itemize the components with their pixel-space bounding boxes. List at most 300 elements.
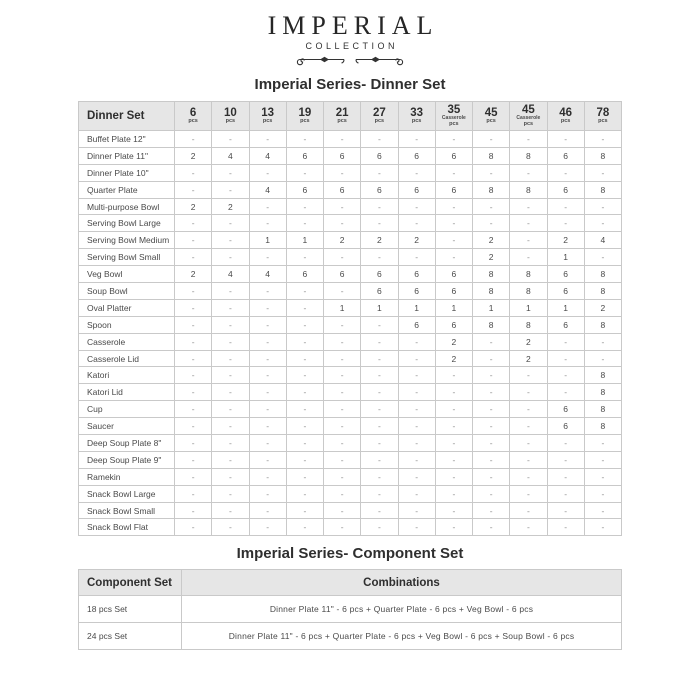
item-name: Oval Platter xyxy=(79,299,175,316)
item-count: - xyxy=(212,401,249,418)
brand-subtitle: COLLECTION xyxy=(305,41,398,51)
dinner-table-body xyxy=(79,131,622,536)
item-count: - xyxy=(584,333,621,350)
dinner-column-header xyxy=(435,102,472,131)
item-count: 2 xyxy=(510,350,547,367)
item-count: - xyxy=(398,519,435,536)
dinner-column-header xyxy=(361,102,398,131)
item-count: - xyxy=(547,502,584,519)
item-count: 1 xyxy=(547,299,584,316)
item-count: 2 xyxy=(547,232,584,249)
item-count: - xyxy=(175,519,212,536)
column-unit: pcs xyxy=(486,118,496,124)
item-count: - xyxy=(249,367,286,384)
column-count: 19 xyxy=(298,107,312,119)
item-count: 6 xyxy=(547,181,584,198)
item-name: Deep Soup Plate 8" xyxy=(79,435,175,452)
dinner-column-header xyxy=(584,102,621,131)
item-count: 4 xyxy=(584,232,621,249)
item-count: 4 xyxy=(249,147,286,164)
item-count: 6 xyxy=(435,181,472,198)
item-count: - xyxy=(584,249,621,266)
item-count: 6 xyxy=(398,266,435,283)
item-count: 2 xyxy=(473,232,510,249)
item-count: - xyxy=(324,401,361,418)
column-count: 6 xyxy=(189,107,197,119)
table-row xyxy=(79,249,622,266)
column-count: 35 xyxy=(447,104,461,116)
item-count: - xyxy=(324,418,361,435)
item-count: - xyxy=(547,198,584,215)
column-count: 78 xyxy=(596,107,610,119)
item-count: - xyxy=(249,519,286,536)
item-count: 4 xyxy=(212,147,249,164)
item-count: - xyxy=(473,468,510,485)
item-count: - xyxy=(435,164,472,181)
item-count: - xyxy=(249,215,286,232)
item-count: - xyxy=(398,435,435,452)
item-name: Snack Bowl Large xyxy=(79,485,175,502)
table-row xyxy=(79,333,622,350)
column-unit: pcs xyxy=(188,118,198,124)
column-count: 13 xyxy=(261,107,275,119)
item-count: - xyxy=(212,316,249,333)
column-note: Casserole xyxy=(441,115,466,121)
item-count: - xyxy=(286,451,323,468)
item-count: - xyxy=(473,350,510,367)
dinner-column-header xyxy=(510,102,547,131)
item-count: - xyxy=(473,384,510,401)
item-count: 1 xyxy=(435,299,472,316)
table-row xyxy=(79,350,622,367)
item-count: - xyxy=(324,485,361,502)
column-unit: pcs xyxy=(374,118,385,124)
item-count: - xyxy=(473,367,510,384)
item-count: - xyxy=(286,502,323,519)
item-count: - xyxy=(473,131,510,148)
item-count: 6 xyxy=(361,181,398,198)
item-count: - xyxy=(212,215,249,232)
item-count: 6 xyxy=(547,283,584,300)
table-row xyxy=(79,384,622,401)
item-count: - xyxy=(473,519,510,536)
item-count: - xyxy=(324,131,361,148)
item-count: - xyxy=(510,401,547,418)
item-count: - xyxy=(249,299,286,316)
item-count: - xyxy=(175,215,212,232)
item-count: 8 xyxy=(510,283,547,300)
item-count: 2 xyxy=(398,232,435,249)
dinner-column-header xyxy=(324,102,361,131)
item-name: Snack Bowl Small xyxy=(79,502,175,519)
column-note: Casserole xyxy=(516,115,541,121)
table-row xyxy=(79,215,622,232)
item-count: - xyxy=(249,164,286,181)
item-count: 2 xyxy=(324,232,361,249)
item-count: - xyxy=(361,468,398,485)
flourish-icon xyxy=(0,53,700,67)
item-count: - xyxy=(324,164,361,181)
component-set-header: Component Set xyxy=(79,570,182,596)
item-count: - xyxy=(584,435,621,452)
item-count: - xyxy=(286,283,323,300)
column-count: 33 xyxy=(410,107,424,119)
item-count: - xyxy=(510,451,547,468)
item-name: Deep Soup Plate 9" xyxy=(79,451,175,468)
column-count: 10 xyxy=(223,107,237,119)
item-count: - xyxy=(435,131,472,148)
item-count: - xyxy=(324,435,361,452)
item-count: - xyxy=(361,451,398,468)
item-count: - xyxy=(510,215,547,232)
item-count: - xyxy=(361,131,398,148)
item-count: - xyxy=(435,401,472,418)
item-count: 4 xyxy=(212,266,249,283)
item-count: - xyxy=(435,215,472,232)
dinner-set-header-label: Dinner Set xyxy=(79,102,175,131)
item-count: - xyxy=(398,451,435,468)
item-count: - xyxy=(286,418,323,435)
item-count: - xyxy=(212,418,249,435)
column-count: 45 xyxy=(521,104,535,116)
item-count: 2 xyxy=(435,350,472,367)
column-unit: pcs xyxy=(523,121,534,127)
item-count: - xyxy=(435,435,472,452)
item-count: - xyxy=(175,435,212,452)
item-count: 1 xyxy=(361,299,398,316)
item-count: - xyxy=(212,519,249,536)
item-count: - xyxy=(324,502,361,519)
item-count: 8 xyxy=(584,401,621,418)
item-count: - xyxy=(249,468,286,485)
item-count: 2 xyxy=(175,198,212,215)
item-count: - xyxy=(547,164,584,181)
item-count: - xyxy=(361,215,398,232)
item-count: - xyxy=(175,299,212,316)
item-count: - xyxy=(398,131,435,148)
column-count: 46 xyxy=(559,107,573,119)
item-count: 2 xyxy=(473,249,510,266)
item-count: - xyxy=(175,367,212,384)
item-count: - xyxy=(547,350,584,367)
column-unit: pcs xyxy=(560,118,571,124)
table-row xyxy=(79,485,622,502)
dinner-column-header xyxy=(398,102,435,131)
item-count: - xyxy=(212,502,249,519)
table-row xyxy=(79,198,622,215)
item-count: - xyxy=(435,232,472,249)
item-count: - xyxy=(175,131,212,148)
dinner-column-header xyxy=(249,102,286,131)
item-count: - xyxy=(212,384,249,401)
column-unit: pcs xyxy=(411,118,422,124)
item-count: - xyxy=(249,350,286,367)
item-count: - xyxy=(212,485,249,502)
item-count: 6 xyxy=(435,266,472,283)
dinner-set-table xyxy=(78,101,622,536)
item-count: 6 xyxy=(398,147,435,164)
item-count: - xyxy=(249,198,286,215)
item-count: 6 xyxy=(398,181,435,198)
column-unit: pcs xyxy=(300,118,310,124)
column-unit: pcs xyxy=(225,118,236,124)
item-count: - xyxy=(473,435,510,452)
item-count: 2 xyxy=(435,333,472,350)
item-count: 6 xyxy=(398,283,435,300)
item-count: - xyxy=(212,283,249,300)
item-count: - xyxy=(398,468,435,485)
item-name: Quarter Plate xyxy=(79,181,175,198)
item-count: - xyxy=(175,468,212,485)
item-count: 8 xyxy=(473,283,510,300)
component-combination: Dinner Plate 11" - 6 pcs + Quarter Plate - 6 pcs + Veg Bowl - 6 pcs + Soup Bowl - 6 pcs xyxy=(182,623,622,650)
component-set-name: 24 pcs Set xyxy=(79,623,182,650)
item-count: - xyxy=(584,451,621,468)
item-count: - xyxy=(324,249,361,266)
item-count: - xyxy=(175,232,212,249)
item-count: - xyxy=(324,519,361,536)
item-count: 6 xyxy=(286,147,323,164)
table-row xyxy=(79,131,622,148)
item-count: - xyxy=(510,232,547,249)
item-count: - xyxy=(547,468,584,485)
table-row xyxy=(79,468,622,485)
item-count: - xyxy=(510,131,547,148)
item-count: - xyxy=(286,401,323,418)
item-count: - xyxy=(510,164,547,181)
item-count: - xyxy=(249,485,286,502)
item-count: - xyxy=(286,519,323,536)
item-count: 4 xyxy=(249,266,286,283)
table-row xyxy=(79,623,622,650)
dinner-set-title: Imperial Series- Dinner Set xyxy=(254,76,446,93)
item-name: Spoon xyxy=(79,316,175,333)
item-count: - xyxy=(398,164,435,181)
item-count: 6 xyxy=(398,316,435,333)
item-name: Katori Lid xyxy=(79,384,175,401)
item-count: 8 xyxy=(473,316,510,333)
item-name: Casserole Lid xyxy=(79,350,175,367)
table-row xyxy=(79,596,622,623)
item-count: - xyxy=(435,418,472,435)
item-count: - xyxy=(473,215,510,232)
item-count: - xyxy=(473,485,510,502)
item-count: 8 xyxy=(584,367,621,384)
item-count: 1 xyxy=(249,232,286,249)
item-count: - xyxy=(175,502,212,519)
item-count: 8 xyxy=(584,181,621,198)
item-count: - xyxy=(249,401,286,418)
item-count: - xyxy=(175,316,212,333)
item-count: - xyxy=(361,502,398,519)
table-row xyxy=(79,164,622,181)
component-header-row xyxy=(79,570,622,596)
item-count: - xyxy=(175,333,212,350)
item-count: - xyxy=(473,198,510,215)
item-name: Serving Bowl Large xyxy=(79,215,175,232)
item-count: - xyxy=(175,401,212,418)
item-count: - xyxy=(361,164,398,181)
item-count: 2 xyxy=(361,232,398,249)
item-count: 6 xyxy=(547,147,584,164)
item-count: - xyxy=(398,333,435,350)
item-count: - xyxy=(473,502,510,519)
item-count: - xyxy=(212,367,249,384)
item-count: - xyxy=(398,485,435,502)
item-count: 2 xyxy=(212,198,249,215)
table-row xyxy=(79,519,622,536)
item-count: 6 xyxy=(547,401,584,418)
item-count: - xyxy=(249,435,286,452)
item-count: - xyxy=(324,468,361,485)
item-name: Serving Bowl Small xyxy=(79,249,175,266)
item-count: 6 xyxy=(435,316,472,333)
item-count: - xyxy=(249,451,286,468)
item-count: - xyxy=(212,468,249,485)
component-set-name: 18 pcs Set xyxy=(79,596,182,623)
item-count: 8 xyxy=(584,384,621,401)
item-count: - xyxy=(175,164,212,181)
item-count: - xyxy=(249,502,286,519)
item-count: - xyxy=(584,350,621,367)
item-count: - xyxy=(435,198,472,215)
item-count: 2 xyxy=(510,333,547,350)
item-count: - xyxy=(361,367,398,384)
item-count: 8 xyxy=(473,266,510,283)
item-count: - xyxy=(286,299,323,316)
item-count: 8 xyxy=(584,418,621,435)
item-count: - xyxy=(212,232,249,249)
column-count: 21 xyxy=(335,107,349,119)
item-name: Multi-purpose Bowl xyxy=(79,198,175,215)
column-unit: pcs xyxy=(449,121,459,127)
item-count: - xyxy=(286,485,323,502)
dinner-column-header xyxy=(547,102,584,131)
item-count: - xyxy=(398,502,435,519)
table-row xyxy=(79,283,622,300)
item-count: - xyxy=(212,164,249,181)
item-count: - xyxy=(435,384,472,401)
item-count: - xyxy=(175,418,212,435)
table-row xyxy=(79,401,622,418)
item-count: - xyxy=(473,451,510,468)
item-count: - xyxy=(584,198,621,215)
item-count: - xyxy=(324,316,361,333)
item-count: - xyxy=(584,519,621,536)
item-count: - xyxy=(286,131,323,148)
item-count: - xyxy=(212,299,249,316)
table-row xyxy=(79,316,622,333)
item-count: 8 xyxy=(510,266,547,283)
item-count: - xyxy=(398,198,435,215)
item-count: - xyxy=(175,384,212,401)
item-count: - xyxy=(212,350,249,367)
item-count: 8 xyxy=(473,181,510,198)
item-count: - xyxy=(361,249,398,266)
item-count: - xyxy=(435,468,472,485)
item-count: 1 xyxy=(286,232,323,249)
item-count: - xyxy=(175,181,212,198)
table-row xyxy=(79,435,622,452)
item-count: - xyxy=(510,519,547,536)
dinner-column-header xyxy=(286,102,323,131)
item-count: - xyxy=(435,502,472,519)
item-count: 8 xyxy=(510,316,547,333)
item-count: - xyxy=(286,333,323,350)
column-unit: pcs xyxy=(337,118,347,124)
item-count: - xyxy=(510,367,547,384)
item-count: 1 xyxy=(547,249,584,266)
item-count: - xyxy=(510,249,547,266)
item-count: - xyxy=(361,418,398,435)
item-count: - xyxy=(473,333,510,350)
item-name: Snack Bowl Flat xyxy=(79,519,175,536)
column-count: 45 xyxy=(484,107,498,119)
item-count: 6 xyxy=(435,283,472,300)
item-count: - xyxy=(398,418,435,435)
item-count: - xyxy=(398,367,435,384)
dinner-column-header xyxy=(473,102,510,131)
item-count: - xyxy=(361,485,398,502)
item-count: 6 xyxy=(361,266,398,283)
item-count: 1 xyxy=(398,299,435,316)
item-count: - xyxy=(584,485,621,502)
item-count: 8 xyxy=(584,316,621,333)
item-name: Dinner Plate 11" xyxy=(79,147,175,164)
item-count: - xyxy=(584,502,621,519)
table-row xyxy=(79,181,622,198)
item-count: 1 xyxy=(473,299,510,316)
table-row xyxy=(79,502,622,519)
item-count: - xyxy=(286,367,323,384)
item-count: - xyxy=(175,350,212,367)
item-count: - xyxy=(286,384,323,401)
item-count: - xyxy=(286,350,323,367)
item-count: - xyxy=(249,283,286,300)
item-count: - xyxy=(361,333,398,350)
item-count: - xyxy=(547,435,584,452)
item-count: - xyxy=(510,384,547,401)
dinner-header-row xyxy=(79,102,622,131)
item-count: - xyxy=(547,333,584,350)
item-count: - xyxy=(324,367,361,384)
item-count: 6 xyxy=(361,147,398,164)
item-count: - xyxy=(473,401,510,418)
item-count: - xyxy=(398,384,435,401)
item-count: 8 xyxy=(584,147,621,164)
item-count: 1 xyxy=(324,299,361,316)
item-count: - xyxy=(324,384,361,401)
item-count: 6 xyxy=(324,266,361,283)
item-count: - xyxy=(175,485,212,502)
item-count: - xyxy=(361,316,398,333)
item-count: - xyxy=(286,249,323,266)
item-count: - xyxy=(212,131,249,148)
item-count: - xyxy=(249,333,286,350)
item-count: 8 xyxy=(510,147,547,164)
column-unit: pcs xyxy=(598,118,608,124)
item-count: - xyxy=(286,215,323,232)
item-name: Ramekin xyxy=(79,468,175,485)
table-row xyxy=(79,418,622,435)
item-count: - xyxy=(175,451,212,468)
item-count: - xyxy=(286,316,323,333)
item-count: 8 xyxy=(510,181,547,198)
item-count: - xyxy=(473,164,510,181)
item-count: - xyxy=(584,164,621,181)
item-count: - xyxy=(584,468,621,485)
item-count: - xyxy=(510,435,547,452)
